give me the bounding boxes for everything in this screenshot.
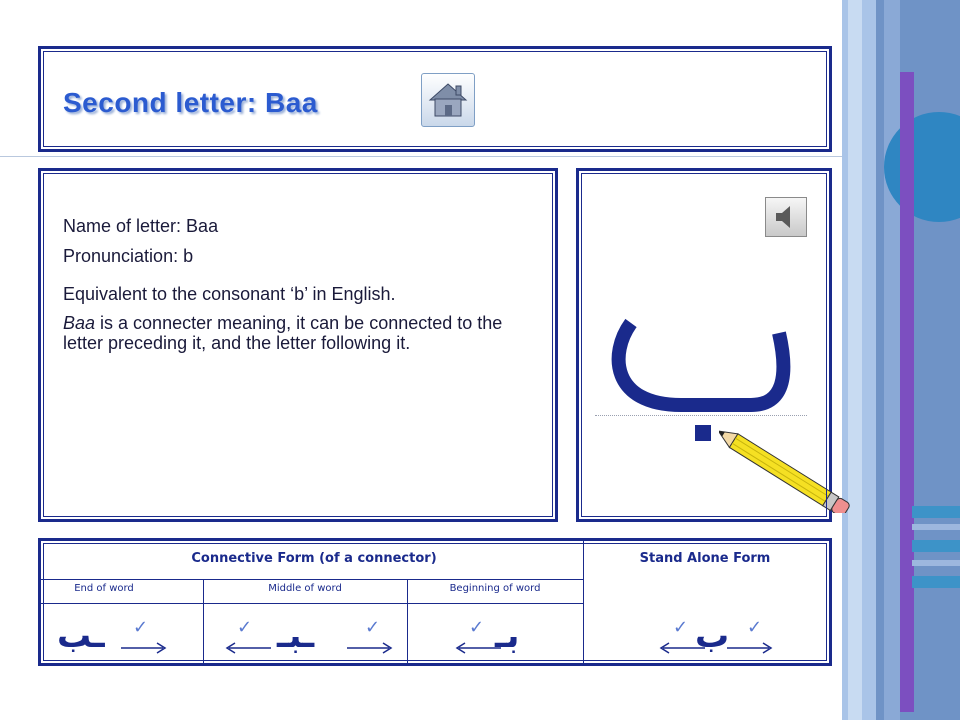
home-icon [426, 78, 470, 122]
letter-forms-table [45, 545, 825, 659]
beginning-of-word-label: Beginning of word [449, 583, 541, 594]
strip-bar [912, 576, 960, 588]
end-of-word-label: End of word [74, 583, 134, 594]
description-letter: Baa [63, 313, 96, 333]
large-letter-baa [591, 293, 811, 443]
page-title: Second letter: Baa [63, 87, 318, 118]
middle-of-word-label: Middle of word [268, 583, 342, 594]
table-divider [41, 603, 583, 604]
beginning-form-glyph: بـ [495, 616, 520, 656]
strip-bar [912, 524, 960, 530]
arrow-right-icon [345, 641, 395, 655]
strip-band-mid [884, 0, 900, 720]
pencil-icon [719, 423, 879, 513]
equivalent-line: Equivalent to the consonant ‘b’ in English. [63, 284, 396, 304]
table-divider [583, 541, 584, 663]
letter-display-panel [576, 168, 832, 522]
description-paragraph [63, 313, 533, 353]
arrow-right-icon [119, 641, 169, 655]
title-panel [38, 46, 832, 152]
strip-bar [912, 560, 960, 566]
tick-icon: ✓ [133, 617, 149, 638]
writing-baseline [595, 415, 807, 416]
strip-bar [912, 506, 960, 518]
tick-icon: ✓ [747, 617, 763, 638]
speaker-icon [772, 203, 800, 231]
middle-form-glyph: ـبـ [277, 616, 315, 656]
arrow-left-icon [223, 641, 273, 655]
tick-icon: ✓ [469, 617, 485, 638]
letter-forms-panel [38, 538, 832, 666]
table-divider [41, 579, 583, 580]
tick-icon: ✓ [673, 617, 689, 638]
play-sound-button[interactable] [765, 197, 807, 237]
tick-icon: ✓ [365, 617, 381, 638]
home-button[interactable] [421, 73, 475, 127]
description-text: is a connecter meaning, it can be connected to the letter preceding it, and the letter following it. [63, 313, 503, 353]
decorative-side-strip [842, 0, 960, 720]
end-form-glyph: ـب [57, 616, 105, 656]
arrow-right-icon [725, 641, 775, 655]
pronunciation-line: Pronunciation: b [63, 246, 194, 266]
letter-info-panel [38, 168, 558, 522]
letter-info-text [63, 215, 533, 361]
strip-band-pale [848, 0, 862, 720]
strip-bar [912, 540, 960, 552]
connective-form-header: Connective Form (of a connector) [191, 551, 437, 566]
letter-name-line: Name of letter: Baa [63, 216, 219, 236]
stand-alone-form-header: Stand Alone Form [639, 551, 771, 566]
tick-icon: ✓ [237, 617, 253, 638]
strip-band-purple [900, 72, 914, 712]
header-divider [0, 156, 842, 157]
stand-alone-glyph: ب [695, 616, 730, 656]
